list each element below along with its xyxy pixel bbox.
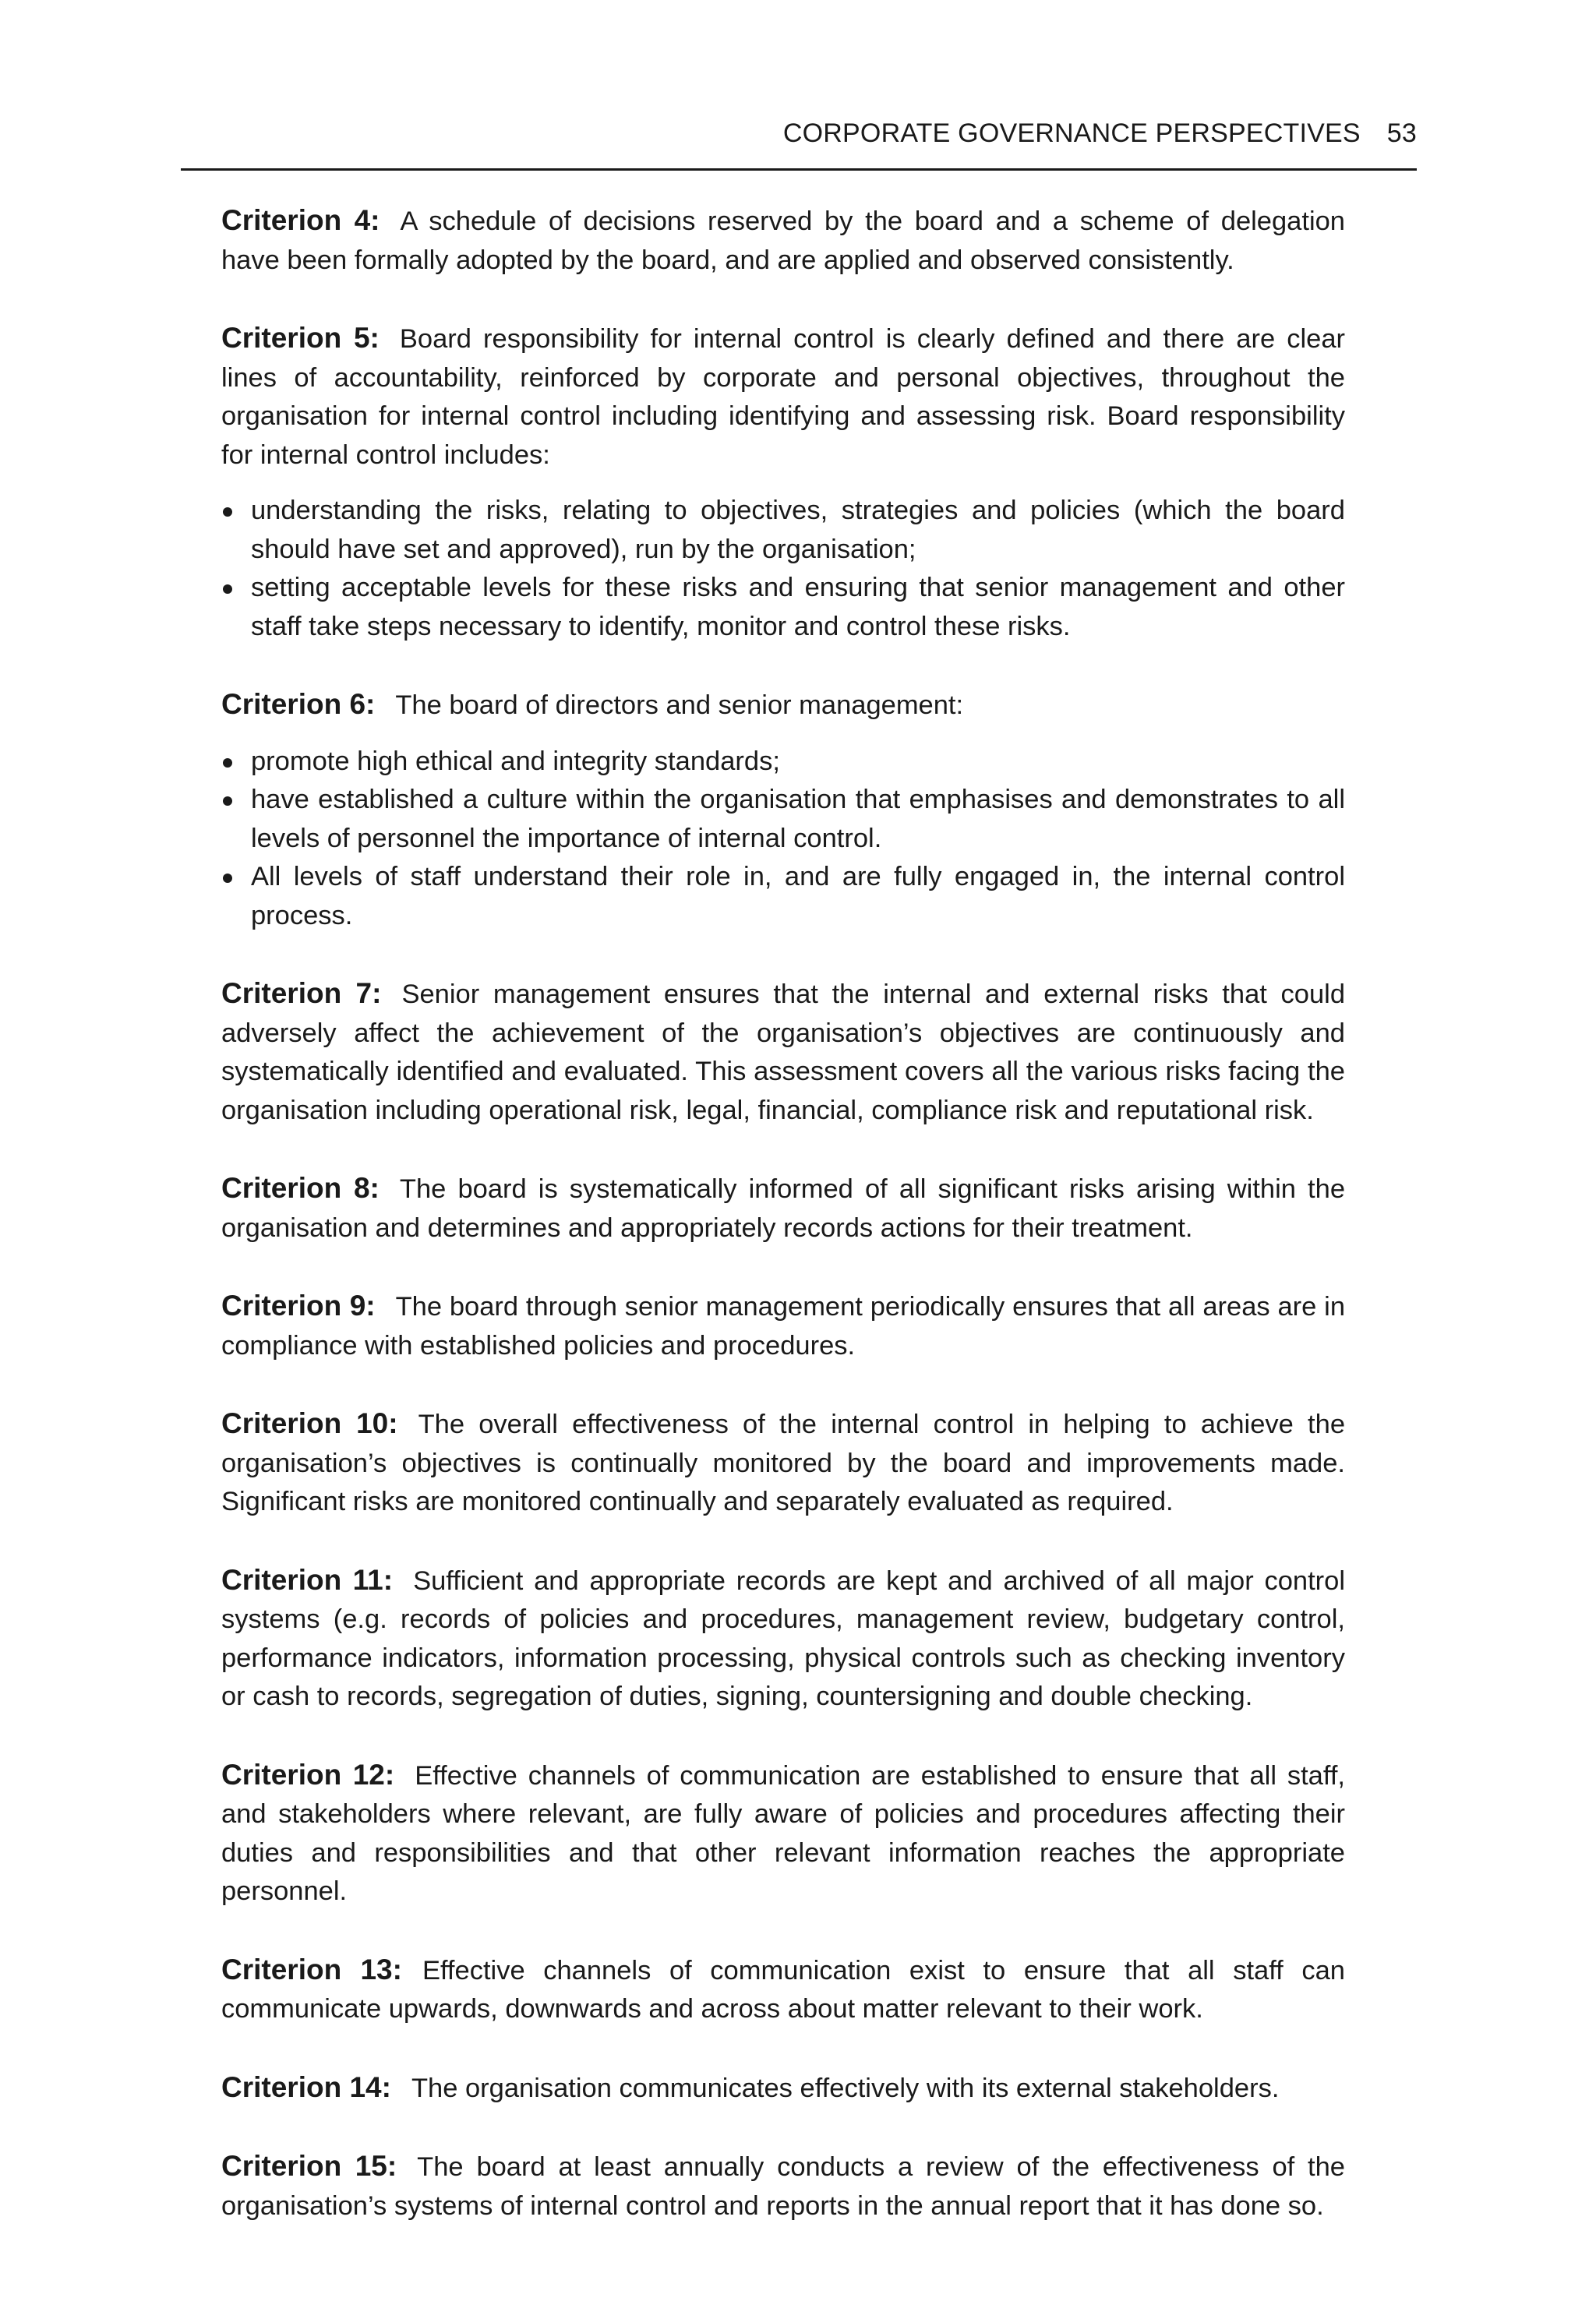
criterion-12 — [221, 1756, 1345, 1911]
criterion-15 — [221, 2147, 1345, 2225]
page-body — [221, 201, 1345, 2264]
criterion-label: Criterion 4: — [221, 204, 380, 236]
page-number: 53 — [1386, 118, 1417, 148]
criterion-label: Criterion 11: — [221, 1563, 394, 1596]
criterion-text: Board responsibility for internal control is clearly defined and there are clear lines of accountability, reinforced by corporate and personal objectives, throughout the organisation for internal control including identifying and assessing risk. Board responsibility for internal control includes: — [221, 324, 1346, 470]
criterion-text: The board at least annually conducts a review of the effectiveness of the organisation’s systems of internal control and reports in the annual report that it has done so. — [221, 2152, 1345, 2221]
criterion-text: Sufficient and appropriate records are kept and archived of all major control systems (e.g. records of policies and procedures, management review, budgetary control, performance indicators, information processing, physical controls such as checking inventory or cash to records, segregation of duties, signing, countersigning and double checking. — [221, 1565, 1345, 1711]
bullet-item: understanding the risks, relating to objectives, strategies and policies (which the board should have set and approved), run by the organisation; — [221, 492, 1345, 569]
criterion-text: The overall effectiveness of the internal control in helping to achieve the organisation’s objectives is continually monitored by the board and improvements made. Significant risks are monitored continually and separately evaluated as required. — [221, 1410, 1346, 1516]
criterion-11 — [221, 1561, 1345, 1717]
criterion-text: The organisation communicates effectively with its external stakeholders. — [411, 2073, 1280, 2103]
criterion-label: Criterion 8: — [221, 1172, 380, 1204]
criterion-text: Senior management ensures that the internal and external risks that could adversely affect the achievement of the organisation’s objectives are continuously and systematically identified and evaluated. This assessment covers all the various risks facing the organisation including operational risk, legal, financial, compliance risk and reputational risk. — [221, 979, 1346, 1125]
bullet-item: have established a culture within the organisation that emphasises and demonstrates to all levels of personnel the importance of internal control. — [221, 781, 1345, 858]
criterion-6-bullet-list — [221, 743, 1345, 936]
criterion-text: Effective channels of communication exist to ensure that all staff can communicate upwards, downwards and across about matter relevant to their work. — [221, 1955, 1345, 2024]
criterion-label: Criterion 10: — [221, 1407, 398, 1439]
criterion-10 — [221, 1404, 1345, 1522]
criterion-4 — [221, 201, 1345, 280]
criterion-text: The board through senior management periodically ensures that all areas are in compliance with established policies and procedures. — [221, 1292, 1346, 1361]
criterion-label: Criterion 12: — [221, 1758, 395, 1791]
criterion-9 — [221, 1287, 1345, 1365]
criterion-text: The board of directors and senior management: — [395, 690, 964, 720]
running-head — [181, 118, 1417, 171]
criterion-text: The board is systematically informed of all significant risks arising within the organisation and determines and appropriately records actions for their treatment. — [221, 1174, 1346, 1243]
criterion-6 — [221, 685, 1345, 725]
criterion-label: Criterion 7: — [221, 977, 382, 1009]
criterion-14 — [221, 2068, 1345, 2109]
criterion-label: Criterion 15: — [221, 2150, 397, 2182]
criterion-text: Effective channels of communication are established to ensure that all staff, and stakeholders where relevant, are fully aware of policies and procedures affecting their duties and responsibilities and that other relevant information reaches the appropriate personnel. — [221, 1760, 1345, 1906]
criterion-7 — [221, 974, 1345, 1130]
bullet-item: All levels of staff understand their role in, and are fully engaged in, the internal control process. — [221, 858, 1345, 935]
running-head-title: CORPORATE GOVERNANCE PERSPECTIVES — [782, 118, 1361, 148]
criterion-text: A schedule of decisions reserved by the board and a scheme of delegation have been formally adopted by the board, and are applied and observed consistently. — [221, 206, 1345, 275]
criterion-5 — [221, 319, 1345, 475]
criterion-13 — [221, 1950, 1345, 2029]
criterion-label: Criterion 13: — [221, 1953, 402, 1985]
bullet-item: promote high ethical and integrity standards; — [221, 743, 1345, 782]
criterion-8 — [221, 1169, 1345, 1248]
criterion-5-bullet-list — [221, 492, 1345, 646]
criterion-label: Criterion 14: — [221, 2070, 391, 2103]
criterion-label: Criterion 6: — [221, 688, 376, 720]
bullet-item: setting acceptable levels for these risks and ensuring that senior management and other staff take steps necessary to identify, monitor and control these risks. — [221, 569, 1345, 646]
criterion-label: Criterion 5: — [221, 322, 380, 354]
criterion-label: Criterion 9: — [221, 1290, 376, 1322]
